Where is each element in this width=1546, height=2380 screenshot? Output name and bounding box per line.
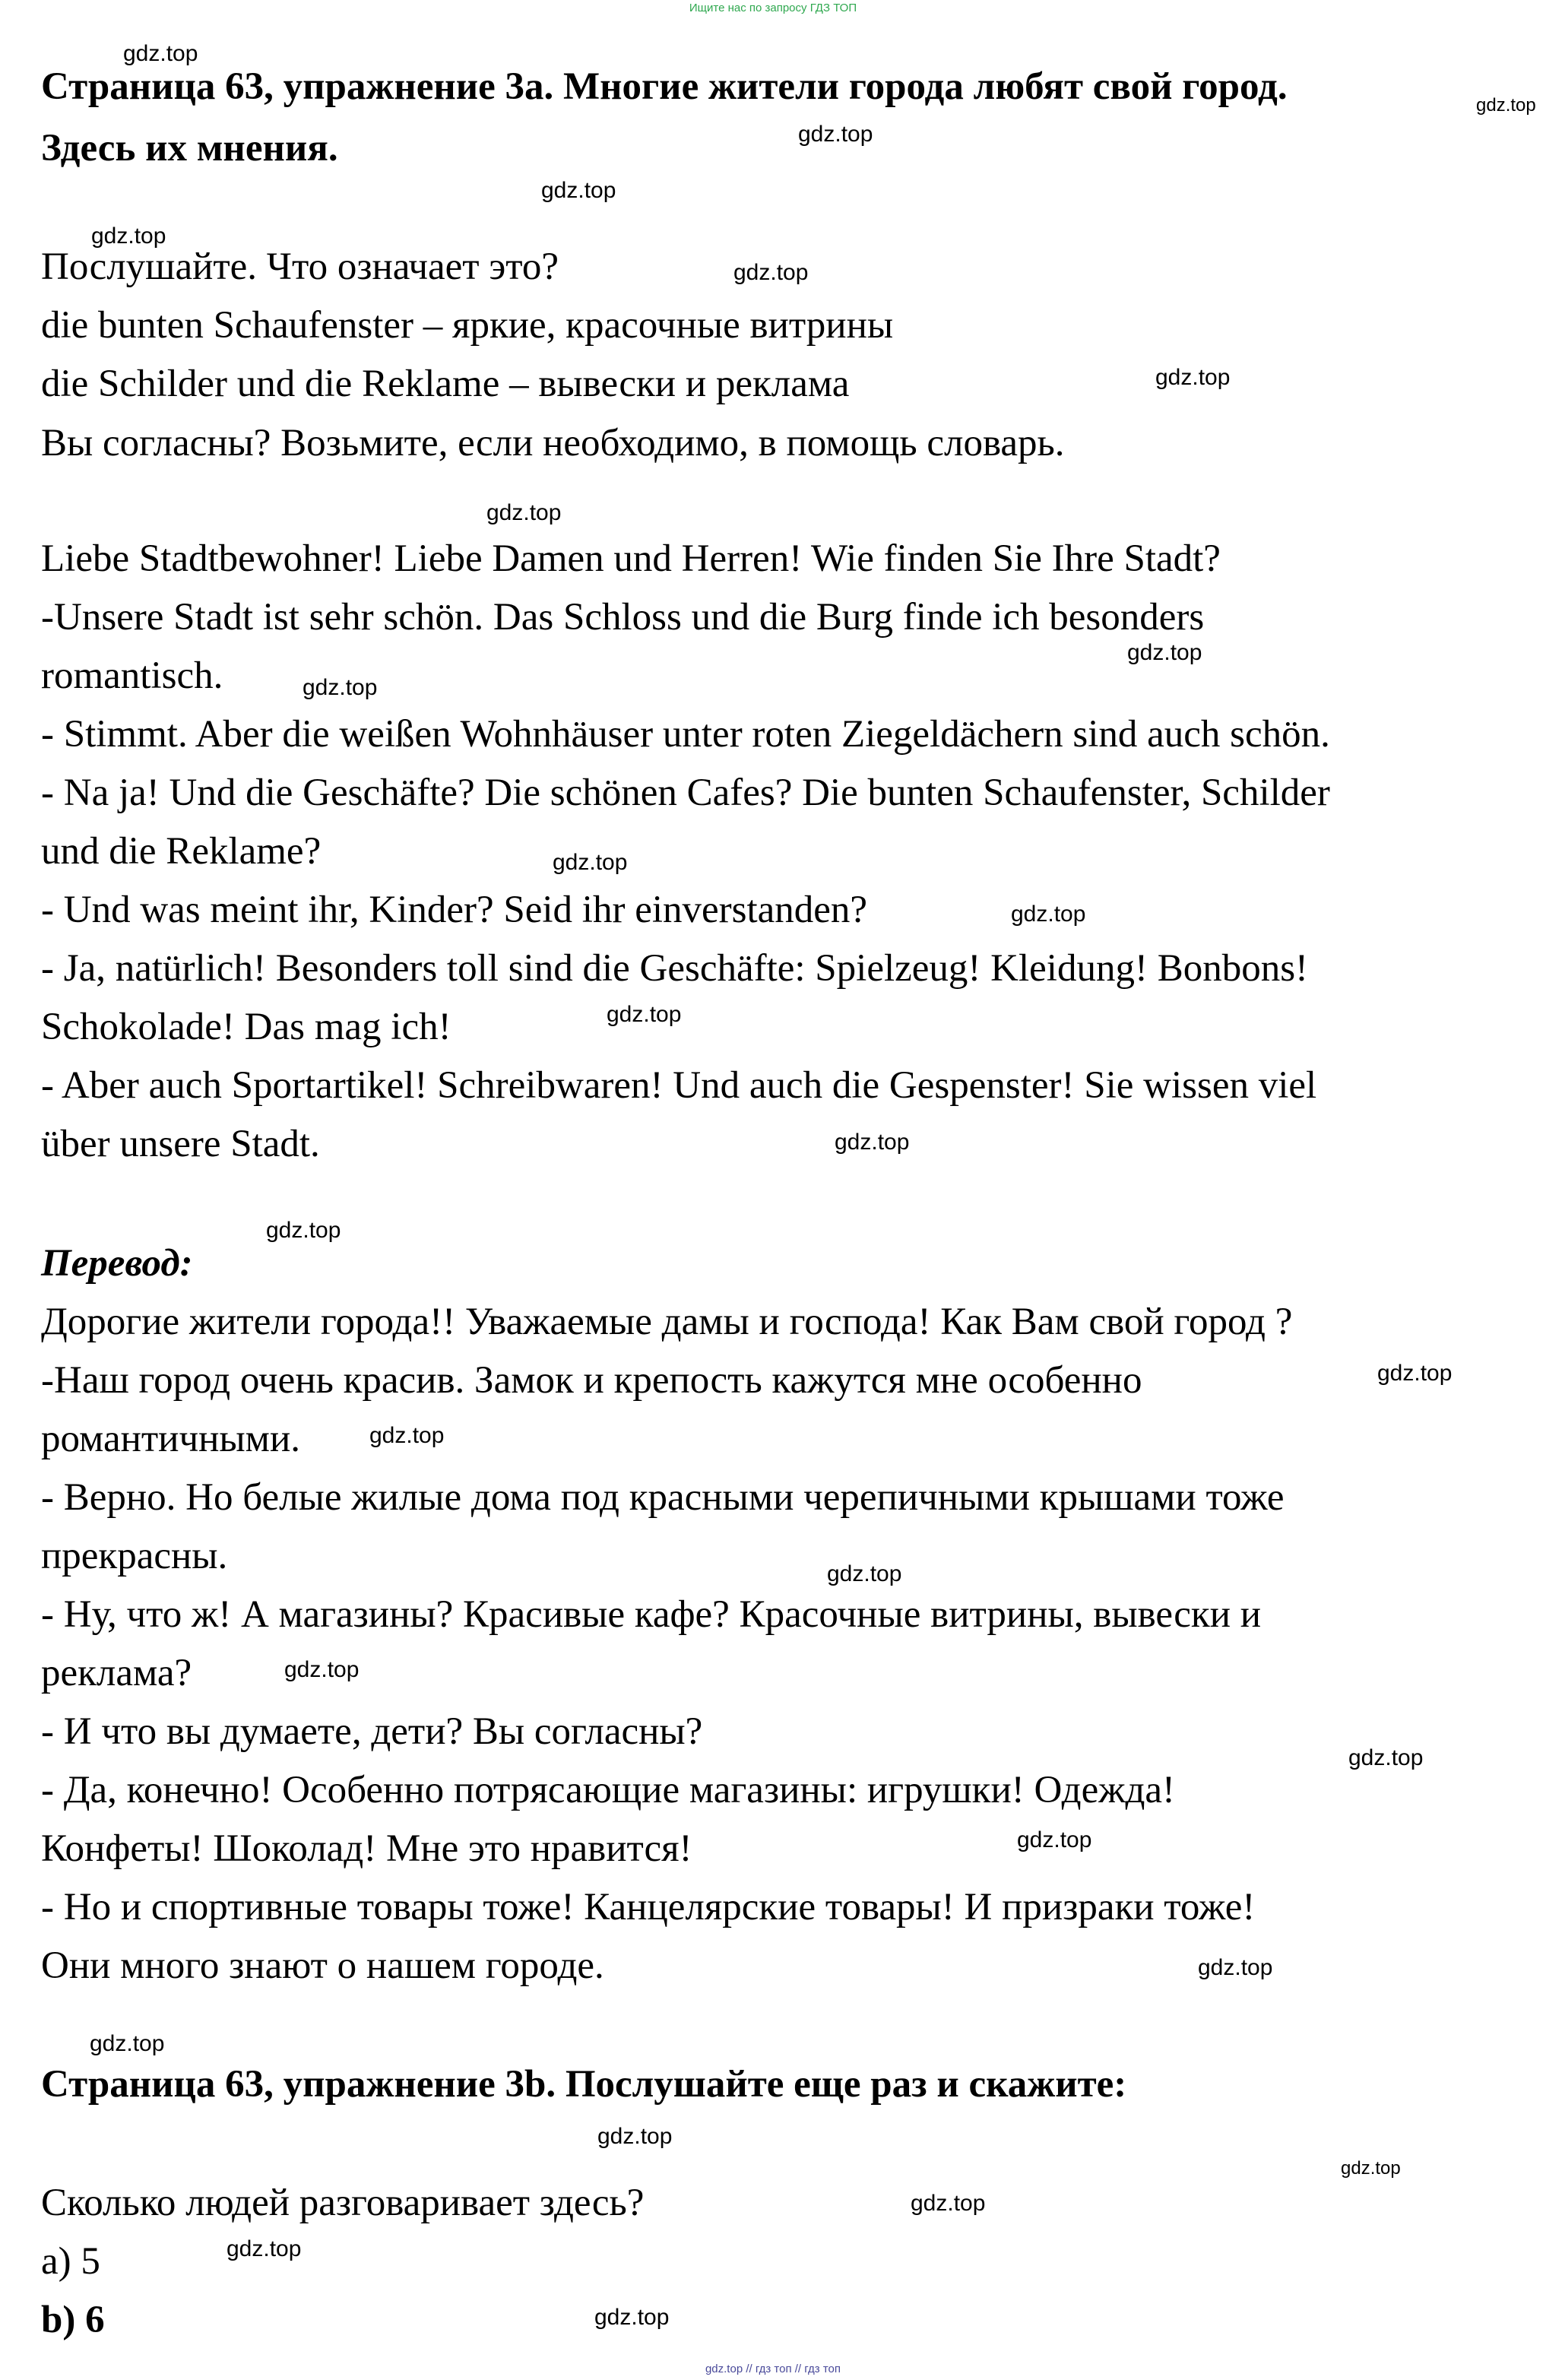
translation-label: Перевод: — [41, 1242, 193, 1285]
search-banner: Ищите нас по запросу ГДЗ ТОП — [689, 2, 857, 14]
watermark: gdz.top — [303, 675, 378, 700]
watermark: gdz.top — [597, 2124, 673, 2149]
translation-line: Конфеты! Шоколад! Мне это нравится! — [41, 1827, 692, 1870]
watermark: gdz.top — [91, 223, 166, 249]
watermark: gdz.top — [284, 1657, 360, 1682]
german-text-line: -Unsere Stadt ist sehr schön. Das Schloss und die Burg finde ich besonders — [41, 596, 1205, 639]
german-text-line: und die Reklame? — [41, 830, 322, 873]
translation-line: - Да, конечно! Особенно потрясающие магазины: игрушки! Одежда! — [41, 1769, 1176, 1811]
watermark: gdz.top — [607, 1002, 682, 1027]
translation-line: прекрасны. — [41, 1535, 228, 1577]
translation-line: - Ну, что ж! А магазины? Красивые кафе? Красочные витрины, вывески и — [41, 1593, 1262, 1636]
german-text-line: - Ja, natürlich! Besonders toll sind die Geschäfte: Spielzeug! Kleidung! Bonbons! — [41, 947, 1309, 990]
translation-line: Дорогие жители города!! Уважаемые дамы и господа! Как Вам свой город ? — [41, 1301, 1293, 1343]
watermark: gdz.top — [1476, 95, 1536, 116]
exercise-3b-heading: Страница 63, упражнение 3b. Послушайте еще раз и скажите: — [41, 2063, 1127, 2106]
watermark: gdz.top — [798, 122, 873, 147]
german-text-line: romantisch. — [41, 654, 223, 697]
watermark: gdz.top — [827, 1561, 902, 1586]
watermark: gdz.top — [123, 41, 198, 66]
watermark: gdz.top — [1341, 2158, 1401, 2179]
german-text-line: über unsere Stadt. — [41, 1123, 320, 1165]
footer-watermark: gdz.top // гдз топ // гдз топ — [705, 2363, 841, 2375]
watermark: gdz.top — [90, 2031, 165, 2056]
answer-option-b: b) 6 — [41, 2299, 105, 2341]
watermark: gdz.top — [1348, 1745, 1424, 1770]
watermark: gdz.top — [1198, 1955, 1273, 1980]
watermark: gdz.top — [835, 1130, 910, 1155]
task-line: Послушайте. Что означает это? — [41, 246, 559, 288]
translation-line: романтичными. — [41, 1418, 300, 1460]
watermark: gdz.top — [1377, 1361, 1453, 1386]
task-line: die bunten Schaufenster – яркие, красочные витрины — [41, 304, 894, 347]
translation-line: - Но и спортивные товары тоже! Канцелярские товары! И призраки тоже! — [41, 1886, 1256, 1928]
watermark: gdz.top — [266, 1218, 341, 1243]
exercise-3a-heading-line-1: Страница 63, упражнение 3а. Многие жители города любят свой город. — [41, 65, 1288, 108]
task-line: Вы согласны? Возьмите, если необходимо, в помощь словарь. — [41, 422, 1065, 464]
translation-line: реклама? — [41, 1652, 192, 1694]
watermark: gdz.top — [486, 500, 562, 525]
exercise-3b-question: Сколько людей разговаривает здесь? — [41, 2182, 645, 2224]
watermark: gdz.top — [1127, 640, 1202, 665]
german-text-line: - Na ja! Und die Geschäfte? Die schönen Cafes? Die bunten Schaufenster, Schilder — [41, 772, 1330, 814]
watermark: gdz.top — [1017, 1827, 1092, 1852]
watermark: gdz.top — [369, 1423, 445, 1448]
translation-line: Они много знают о нашем городе. — [41, 1944, 604, 1987]
translation-line: -Наш город очень красив. Замок и крепость кажутся мне особенно — [41, 1359, 1142, 1402]
german-text-line: - Aber auch Sportartikel! Schreibwaren! Und auch die Gespenster! Sie wissen viel — [41, 1064, 1317, 1107]
german-text-line: - Stimmt. Aber die weißen Wohnhäuser unter roten Ziegeldächern sind auch schön. — [41, 713, 1330, 756]
translation-line: - И что вы думаете, дети? Вы согласны? — [41, 1710, 703, 1753]
translation-line: - Верно. Но белые жилые дома под красными черепичными крышами тоже — [41, 1476, 1285, 1519]
german-text-line: Liebe Stadtbewohner! Liebe Damen und Herren! Wie finden Sie Ihre Stadt? — [41, 537, 1221, 580]
watermark: gdz.top — [1011, 902, 1086, 927]
watermark: gdz.top — [733, 260, 809, 285]
watermark: gdz.top — [911, 2191, 986, 2216]
watermark: gdz.top — [553, 850, 628, 875]
watermark: gdz.top — [227, 2236, 302, 2261]
watermark: gdz.top — [594, 2305, 670, 2330]
watermark: gdz.top — [1155, 365, 1231, 390]
german-text-line: Schokolade! Das mag ich! — [41, 1006, 451, 1048]
watermark: gdz.top — [541, 178, 616, 203]
exercise-3a-heading-line-2: Здесь их мнения. — [41, 127, 338, 170]
german-text-line: - Und was meint ihr, Kinder? Seid ihr einverstanden? — [41, 889, 868, 931]
task-line: die Schilder und die Reklame – вывески и реклама — [41, 363, 850, 405]
answer-option-a: а) 5 — [41, 2240, 100, 2283]
